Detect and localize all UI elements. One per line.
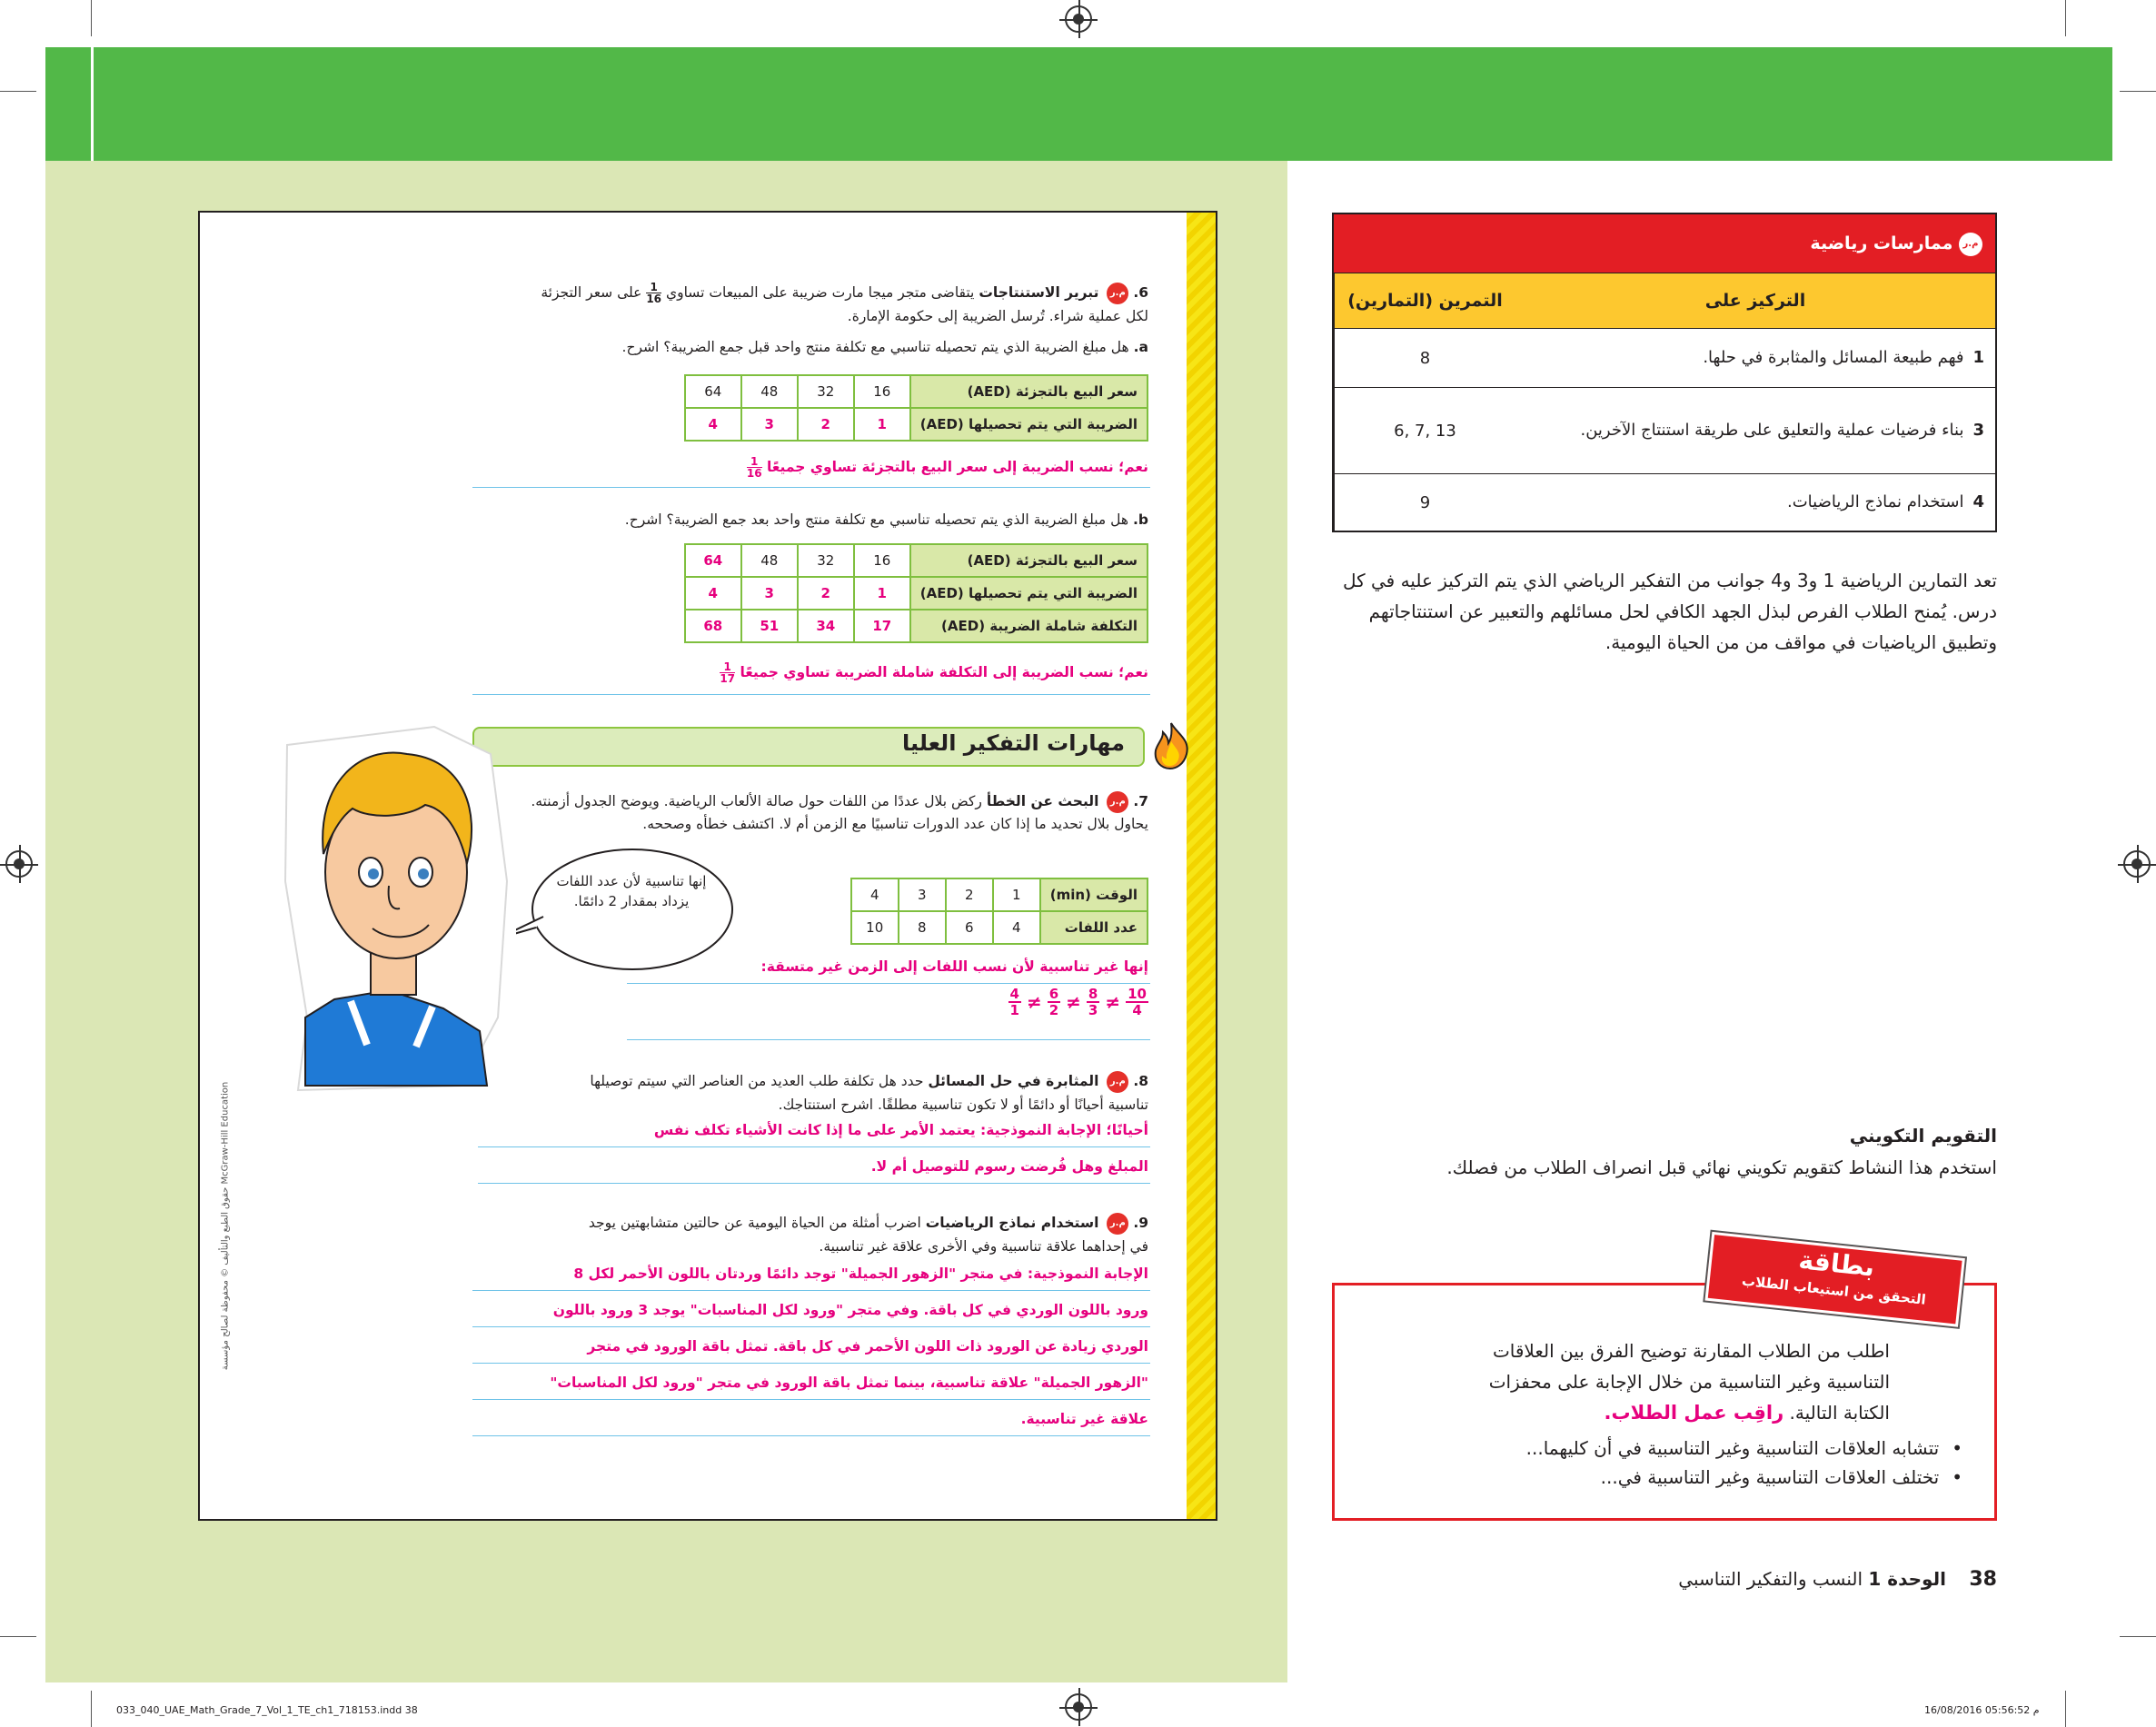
table-cell: 68 bbox=[685, 610, 741, 642]
hots-title: مهارات التفكير العليا bbox=[902, 730, 1125, 756]
exit-card-title: بطاقة bbox=[1797, 1245, 1876, 1283]
exercise-6-line2: لكل عملية شراء. تُرسل الضريبة إلى حكومة الإمارة. bbox=[847, 308, 1148, 324]
table-cell: 2 bbox=[946, 878, 993, 911]
watch-students-text: راقِب عمل الطلاب. bbox=[1604, 1402, 1784, 1424]
practice-paragraph: تعد التمارين الرياضية 1 و3 و4 جوانب من التفكير الرياضي الذي يتم التركيز عليه في كل درس. يُمنح الطلاب الفرص لبذل الجهد الكافي لحل مسائلهم والتعبير عن استنتاجاتهم وتطبيق الرياضيات في مواقف من من الحياة اليومية. bbox=[1342, 570, 1997, 653]
exercise-9-text: 9. م.ر استخدام نماذج الرياضيات اضرب أمثلة من الحياة اليومية عن حالتين متشابهتين يوجد bbox=[512, 1212, 1148, 1235]
row-label: الوقت (min) bbox=[1040, 878, 1148, 911]
crop-mark bbox=[2065, 0, 2066, 36]
exercise-6-text: 6. م.ر تبرير الاستنتاجات يتقاضى متجر ميجا مارت ضريبة على المبيعات تساوي $\frac{1}{16}$ على سعر التجزئة bbox=[541, 281, 1148, 305]
crop-mark bbox=[91, 0, 92, 36]
unit-title: النسب والتفكير التناسبي bbox=[1678, 1568, 1863, 1590]
copyright-vertical: McGraw-Hill Education حقوق الطبع والتأليف © محفوظة لصالح مؤسسة bbox=[220, 1081, 231, 1371]
table-row bbox=[685, 610, 1148, 642]
registration-mark-left bbox=[5, 850, 33, 878]
math-practice-row bbox=[1334, 473, 1995, 531]
crop-mark bbox=[0, 1636, 36, 1637]
registration-mark-right bbox=[2123, 850, 2151, 878]
fraction: 6 2 bbox=[1048, 986, 1059, 1018]
answer-line bbox=[472, 694, 1150, 695]
practice-focus: 1 فهم طبيعة المسائل والمثابرة في حلها. bbox=[1703, 348, 1984, 367]
table-cell: 34 bbox=[798, 610, 854, 642]
answer-line bbox=[472, 1435, 1150, 1436]
not-equal-sign: ≠ bbox=[1026, 991, 1042, 1013]
practice-focus: 4 استخدام نماذج الرياضيات. bbox=[1786, 492, 1984, 511]
row-label: عدد اللفات bbox=[1040, 911, 1148, 944]
answer-line bbox=[627, 983, 1150, 984]
table-cell: 17 bbox=[854, 610, 910, 642]
table-cell: 10 bbox=[851, 911, 899, 944]
table-6a bbox=[684, 374, 1148, 442]
table-6b bbox=[684, 543, 1148, 643]
header-band bbox=[45, 47, 2112, 161]
exit-card-bullets bbox=[1417, 1434, 1962, 1492]
answer-line bbox=[627, 1039, 1150, 1040]
table-cell: 2 bbox=[798, 408, 854, 441]
table-row bbox=[685, 577, 1148, 610]
answer-9-line: الإجابة النموذجية: في متجر "الزهور الجميلة" توجد دائمًا وردتان باللون الأحمر لكل 8 bbox=[573, 1265, 1148, 1282]
exercise-8-line2: تناسبية أحيانًا أو دائمًا أو لا تكون تناسبية مطلقًا. اشرح استنتاجك. bbox=[778, 1097, 1148, 1113]
answer-line bbox=[478, 1146, 1150, 1147]
table-cell: 64 bbox=[685, 375, 741, 408]
answer-9-line: الوردي زيادة عن الورود ذات اللون الأحمر في كل باقة. تمثل باقة الورود في متجر bbox=[587, 1338, 1148, 1355]
table-cell: 3 bbox=[741, 408, 798, 441]
fraction: 10 4 bbox=[1128, 986, 1147, 1018]
table-cell: 3 bbox=[741, 577, 798, 610]
exit-bullet: •تتشابه العلاقات التناسبية وغير التناسبية في أن كليهما... bbox=[1525, 1437, 1962, 1459]
fraction: 4 1 bbox=[1009, 986, 1019, 1018]
table-cell: 16 bbox=[854, 375, 910, 408]
flame-icon bbox=[1150, 721, 1192, 770]
answer-9-line: "الزهور الجميلة" علاقة تناسبية، بينما تمثل باقة الورود في متجر "ورود لكل المناسبات" bbox=[550, 1375, 1148, 1391]
practice-exercises: 9 bbox=[1334, 474, 1515, 531]
hots-banner bbox=[472, 727, 1145, 767]
table-row bbox=[851, 911, 1148, 944]
math-practice-icon: م.ر bbox=[1107, 1213, 1128, 1235]
answer-line bbox=[472, 1326, 1150, 1327]
table-cell: 2 bbox=[798, 577, 854, 610]
boy-illustration bbox=[280, 718, 516, 1092]
table-cell: 16 bbox=[854, 544, 910, 577]
table-cell: 48 bbox=[741, 544, 798, 577]
exercise-8-text: 8. م.ر المثابرة في حل المسائل حدد هل تكلفة طلب العديد من العناصر التي سيتم توصيلها bbox=[512, 1070, 1148, 1093]
answer-line bbox=[472, 1290, 1150, 1291]
page-edge-stripe bbox=[1187, 213, 1216, 1519]
row-label: سعر البيع بالتجزئة (AED) bbox=[910, 375, 1148, 408]
math-practices-header: م.ر ممارسات رياضية bbox=[1334, 214, 1995, 273]
table-row bbox=[685, 408, 1148, 441]
formative-title: التقويم التكويني bbox=[1849, 1125, 1997, 1146]
not-equal-sign: ≠ bbox=[1105, 991, 1121, 1013]
answer-7: إنها غير تناسبية لأن نسب اللفات إلى الزمن غير متسقة: bbox=[760, 958, 1148, 975]
answer-line bbox=[472, 487, 1150, 488]
table-cell: 51 bbox=[741, 610, 798, 642]
table-cell: 3 bbox=[899, 878, 946, 911]
registration-mark-top bbox=[1065, 5, 1092, 33]
table-cell: 48 bbox=[741, 375, 798, 408]
exit-card-text: اطلب من الطلاب المقارنة توضيح الفرق بين العلاقات التناسبية وغير التناسبية من خلال الإجابة على محفزات الكتابة التالية. راقِب عمل الطلاب. bbox=[1488, 1340, 1890, 1424]
table-cell: 4 bbox=[851, 878, 899, 911]
student-page bbox=[198, 211, 1217, 1521]
page-footer bbox=[1332, 1568, 1997, 1591]
table-cell: 4 bbox=[685, 577, 741, 610]
column-exercises: التمرين (التمارين) bbox=[1334, 273, 1515, 328]
crop-mark bbox=[2120, 91, 2156, 92]
answer-8-line2: المبلغ وهل فُرضت رسوم للتوصيل أم لا. bbox=[870, 1158, 1148, 1175]
exercise-9-line2: في إحداهما علاقة تناسبية وفي الأخرى علاقة غير تناسبية. bbox=[819, 1238, 1148, 1255]
answer-6b: نعم؛ نسب الضريبة إلى التكلفة شاملة الضريبة تساوي جميعًا $\frac{1}{17}$ bbox=[720, 660, 1148, 685]
table-cell: 1 bbox=[854, 408, 910, 441]
slug-date: 16/08/2016 05:56:52 م bbox=[1924, 1704, 2040, 1716]
math-practice-icon: م.ر bbox=[1959, 233, 1982, 256]
practice-focus: 3 بناء فرضيات عملية والتعليق على طريقة استنتاج الآخرين. bbox=[1580, 421, 1984, 440]
practice-exercises: 6, 7, 13 bbox=[1334, 388, 1515, 473]
answer-line bbox=[478, 1183, 1150, 1184]
answer-9-line: ورود باللون الوردي في كل باقة. وفي متجر "ورود لكل المناسبات" يوجد 3 ورود باللون bbox=[552, 1302, 1148, 1318]
math-practices-column-headers bbox=[1334, 273, 1995, 328]
fraction: 8 3 bbox=[1088, 986, 1098, 1018]
math-practice-row bbox=[1334, 328, 1995, 387]
math-practice-icon: م.ر bbox=[1107, 1071, 1128, 1093]
math-practice-icon: م.ر bbox=[1107, 283, 1128, 304]
row-label: الضريبة التي يتم تحصيلها (AED) bbox=[910, 577, 1148, 610]
not-equal-sign: ≠ bbox=[1066, 991, 1081, 1013]
table-cell: 8 bbox=[899, 911, 946, 944]
exit-bullet: •تختلف العلاقات التناسبية وغير التناسبية في... bbox=[1600, 1466, 1962, 1488]
answer-line bbox=[472, 1363, 1150, 1364]
fraction-inequalities bbox=[1008, 987, 1148, 1017]
math-practice-icon: م.ر bbox=[1107, 791, 1128, 813]
table-cell: 1 bbox=[854, 577, 910, 610]
exercise-7-text: 7. م.ر البحث عن الخطأ ركض بلال عددًا من اللفات حول صالة الألعاب الرياضية. ويوضح الجدول أزمنته. يحاول بلال تحديد ما إذا كان عدد الدورات تناسبيًا مع الزمن أم لا. اكتشف خطأه وصححه. bbox=[531, 790, 1148, 836]
math-practices-table bbox=[1332, 213, 1997, 532]
answer-9-line: علاقة غير تناسبية. bbox=[1020, 1411, 1148, 1427]
registration-mark-bottom bbox=[1065, 1693, 1092, 1721]
table-row bbox=[851, 878, 1148, 911]
crop-mark bbox=[2065, 1691, 2066, 1727]
answer-line bbox=[472, 1399, 1150, 1400]
exit-card-subtitle: التحقق من استيعاب الطلاب bbox=[1741, 1272, 1927, 1308]
crop-mark bbox=[91, 1691, 92, 1727]
table-cell: 32 bbox=[798, 375, 854, 408]
table-cell: 1 bbox=[993, 878, 1040, 911]
practice-exercises: 8 bbox=[1334, 329, 1515, 387]
table-cell: 4 bbox=[685, 408, 741, 441]
table-row bbox=[685, 375, 1148, 408]
math-practice-row bbox=[1334, 387, 1995, 473]
column-focus: التركيز على bbox=[1704, 291, 1806, 311]
unit-label: الوحدة 1 bbox=[1868, 1568, 1946, 1590]
speech-bubble-text: إنها تناسبية لأن عدد اللفات يزداد بمقدار 2 دائمًا. bbox=[556, 873, 707, 909]
table-cell: 64 bbox=[685, 544, 741, 577]
crop-mark bbox=[2120, 1636, 2156, 1637]
row-label: الضريبة التي يتم تحصيلها (AED) bbox=[910, 408, 1148, 441]
table-row bbox=[685, 544, 1148, 577]
table-cell: 6 bbox=[946, 911, 993, 944]
fraction-1-16: $\frac{1}{16}$ bbox=[646, 281, 662, 305]
page-number: 38 bbox=[1969, 1568, 1997, 1591]
answer-8-line1: أحيانًا؛ الإجابة النموذجية: يعتمد الأمر على ما إذا كانت الأشياء تكلف نفس bbox=[653, 1122, 1148, 1138]
table-cell: 4 bbox=[993, 911, 1040, 944]
crop-mark bbox=[0, 91, 36, 92]
row-label: التكلفة شاملة الضريبة (AED) bbox=[910, 610, 1148, 642]
table-cell: 32 bbox=[798, 544, 854, 577]
math-practices-rows bbox=[1334, 328, 1995, 531]
exercise-6b-question: b. هل مبلغ الضريبة الذي يتم تحصيله تناسبي مع تكلفة منتج واحد بعد جمع الضريبة؟ اشرح. bbox=[624, 511, 1148, 528]
exercise-6a-question: a. هل مبلغ الضريبة الذي يتم تحصيله تناسبي مع تكلفة منتج واحد قبل جمع الضريبة؟ اشرح. bbox=[621, 339, 1148, 355]
answer-6a: نعم؛ نسب الضريبة إلى سعر البيع بالتجزئة تساوي جميعًا $\frac{1}{16}$ bbox=[746, 455, 1148, 480]
table-7 bbox=[850, 878, 1148, 945]
slug-file: 033_040_UAE_Math_Grade_7_Vol_1_TE_ch1_718153.indd 38 bbox=[116, 1704, 418, 1716]
row-label: سعر البيع بالتجزئة (AED) bbox=[910, 544, 1148, 577]
formative-text: استخدم هذا النشاط كتقويم تكويني نهائي قبل انصراف الطلاب من فصلك. bbox=[1446, 1156, 1997, 1178]
